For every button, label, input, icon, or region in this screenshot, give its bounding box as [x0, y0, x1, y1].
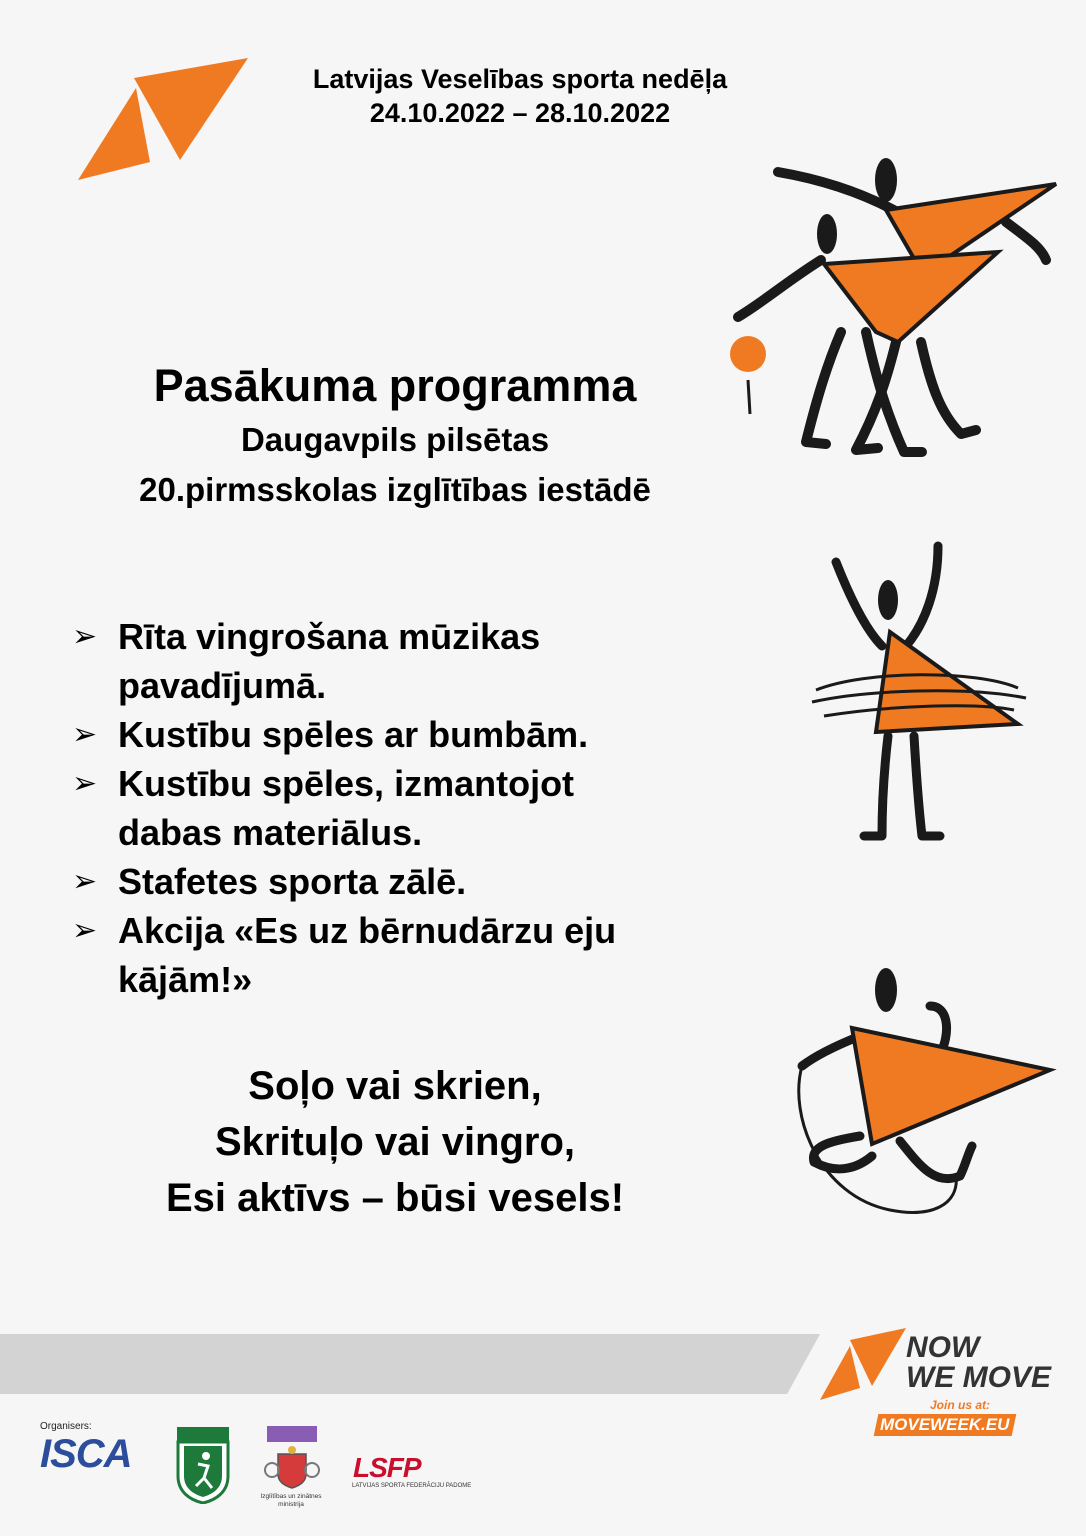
- bullet-arrow-icon: ➢: [72, 620, 98, 653]
- list-item: [72, 759, 732, 857]
- slogan-line1: Soļo vai skrien,: [248, 1064, 542, 1108]
- jump-rope-figure-icon: [780, 966, 1060, 1236]
- nww-line2: WE MOVE: [906, 1361, 1052, 1394]
- organisers-label: Organisers:: [40, 1421, 92, 1432]
- footer-band: [0, 1334, 820, 1394]
- now-we-move-logo-icon: [820, 1326, 908, 1402]
- ltsa-crest-icon: [176, 1426, 230, 1504]
- list-item-line2: dabas materiālus.: [118, 812, 423, 853]
- event-title: Latvijas Veselības sporta nedēļa: [312, 64, 728, 94]
- move-logo-icon: [76, 56, 251, 184]
- slogan-line2: Skrituļo vai vingro,: [214, 1120, 576, 1164]
- slogan-line3: Esi aktīvs – būsi vesels!: [165, 1176, 625, 1220]
- bullet-arrow-icon: ➢: [72, 767, 98, 800]
- list-item-line2: kājām!»: [118, 959, 253, 1000]
- list-item: [72, 857, 732, 906]
- moveweek-link-text: MOVEWEEK.EU: [880, 1415, 1010, 1434]
- list-item-line1: Kustību spēles, izmantojot: [118, 763, 575, 804]
- bullet-arrow-icon: ➢: [72, 914, 98, 947]
- lsfp-subtitle: LATVIJAS SPORTA FEDERĀCIJU PADOME: [352, 1483, 472, 1489]
- ministry-name: Izglītības un zinātnes ministrija: [260, 1493, 322, 1508]
- program-heading: [40, 358, 750, 514]
- list-item-line1: Stafetes sporta zālē.: [118, 861, 467, 902]
- list-item: [72, 612, 732, 710]
- list-item-line1: Kustību spēles ar bumbām.: [118, 714, 589, 755]
- event-dates: 24.10.2022 – 28.10.2022: [369, 98, 671, 128]
- basketball-figures-icon: [726, 152, 1066, 472]
- hula-hoop-figure-icon: [806, 540, 1036, 850]
- list-item: [72, 906, 732, 1004]
- list-item-line2: pavadījumā.: [118, 665, 327, 706]
- nww-line1: NOW: [906, 1331, 980, 1364]
- list-item-line1: Rīta vingrošana mūzikas: [118, 616, 541, 657]
- program-venue-line1: Daugavpils pilsētas: [240, 421, 550, 458]
- ministry-crest-icon: [262, 1426, 322, 1492]
- join-us-label: Join us at:: [930, 1398, 991, 1412]
- bullet-arrow-icon: ➢: [72, 718, 98, 751]
- moveweek-link[interactable]: [874, 1414, 1017, 1436]
- program-title: Pasākuma programma: [153, 360, 637, 411]
- bullet-arrow-icon: ➢: [72, 865, 98, 898]
- program-list: [72, 612, 732, 1004]
- list-item: [72, 710, 732, 759]
- event-header: [250, 62, 790, 130]
- program-venue-line2: 20.pirmsskolas izglītības iestādē: [139, 471, 651, 508]
- slogan: [40, 1058, 750, 1226]
- lsfp-logo: LSFP: [353, 1452, 421, 1483]
- isca-logo: ISCA: [40, 1432, 132, 1476]
- list-item-line1: Akcija «Es uz bērnudārzu eju: [118, 910, 617, 951]
